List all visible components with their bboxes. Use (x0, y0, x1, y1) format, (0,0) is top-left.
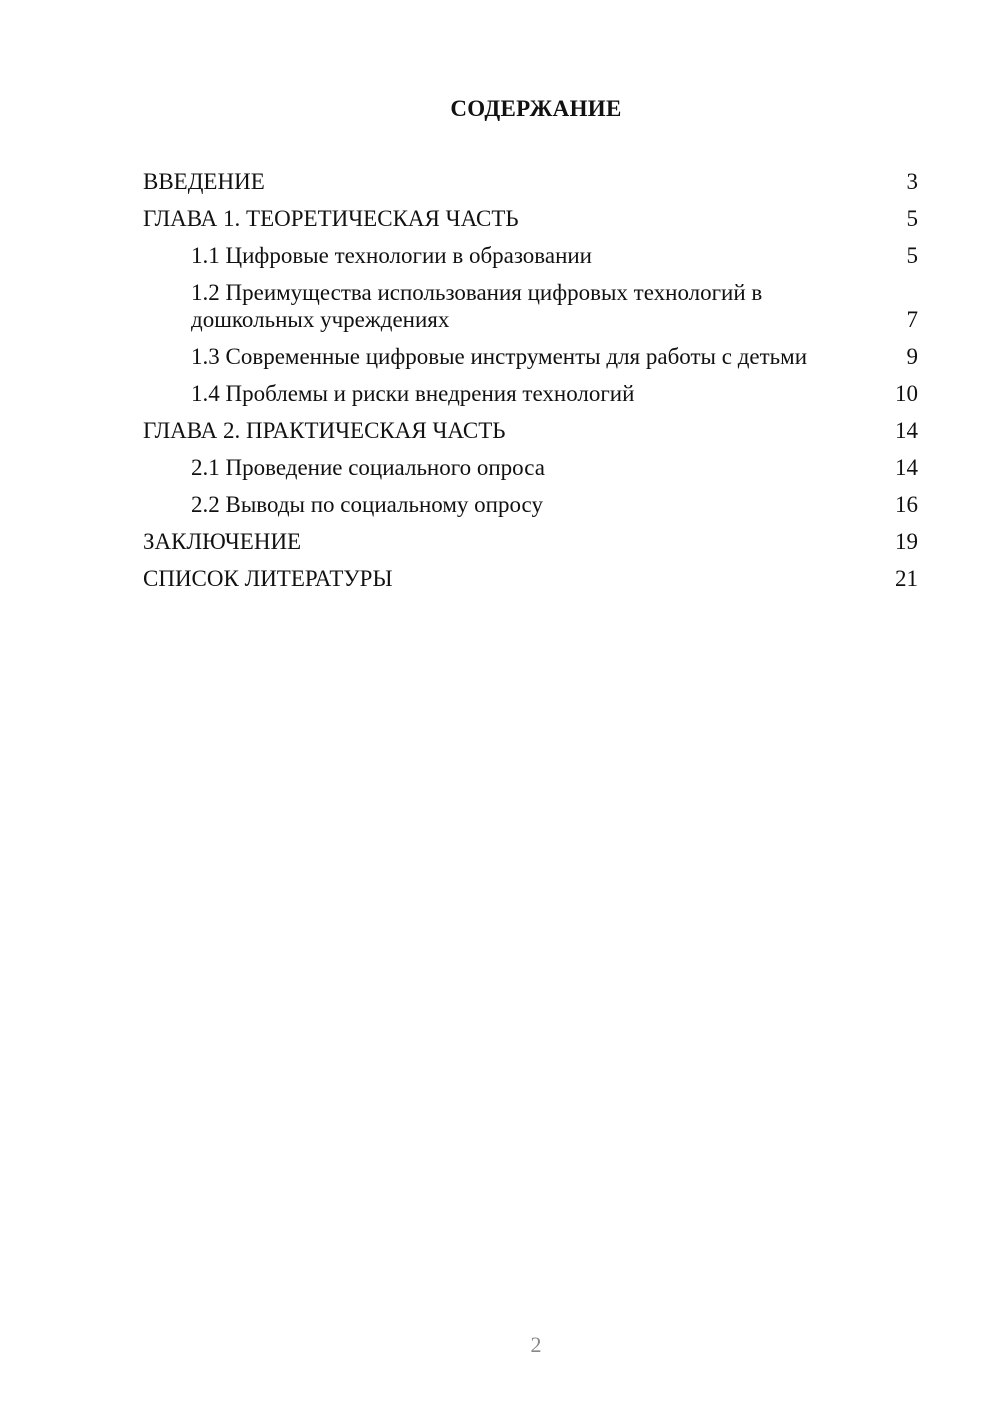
toc-entry-label: ГЛАВА 1. ТЕОРЕТИЧЕСКАЯ ЧАСТЬ (143, 206, 519, 231)
toc-entry-page: 5 (906, 206, 918, 231)
toc-entry-label: СПИСОК ЛИТЕРАТУРЫ (143, 566, 393, 591)
toc-entry-page: 9 (906, 344, 918, 369)
toc-entry-page: 16 (895, 492, 918, 517)
toc-entry-page: 21 (895, 566, 918, 591)
toc-entry-label: ЗАКЛЮЧЕНИЕ (143, 529, 302, 554)
toc-entry-chapter-1[interactable] (143, 205, 918, 232)
toc-entry-section-1-3[interactable] (143, 343, 918, 370)
page-title: СОДЕРЖАНИЕ (450, 96, 622, 121)
footer-page-number: 2 (530, 1332, 542, 1357)
toc-entry-section-1-4[interactable] (143, 380, 918, 407)
toc-entry-page: 19 (895, 529, 918, 554)
toc-entry-page: 3 (906, 169, 918, 194)
toc-entry-page: 7 (906, 307, 918, 332)
toc-entry-conclusion[interactable] (143, 528, 918, 555)
toc-entry-page: 10 (895, 381, 918, 406)
toc-entry-introduction[interactable] (143, 168, 918, 195)
toc-entry-page: 14 (895, 455, 918, 480)
toc-entry-section-1-1[interactable] (143, 242, 918, 269)
toc-entry-section-2-2[interactable] (143, 491, 918, 518)
toc-entry-page: 5 (906, 243, 918, 268)
toc-entry-label: 1.3 Современные цифровые инструменты для работы с детьми (191, 344, 808, 369)
toc-entry-section-2-1[interactable] (143, 454, 918, 481)
toc-entry-label: 1.4 Проблемы и риски внедрения технологий (191, 381, 635, 406)
toc-entry-label: ГЛАВА 2. ПРАКТИЧЕСКАЯ ЧАСТЬ (143, 418, 506, 443)
toc-entry-references[interactable] (143, 565, 918, 592)
toc-entry-label: 1.2 Преимущества использования цифровых технологий в дошкольных учреждениях (191, 280, 763, 332)
toc-entry-label: 2.2 Выводы по социальному опросу (191, 492, 543, 517)
toc-entry-label: 2.1 Проведение социального опроса (191, 455, 545, 480)
toc-entry-page: 14 (895, 418, 918, 443)
toc-entry-label: 1.1 Цифровые технологии в образовании (191, 243, 592, 268)
toc-entry-label: ВВЕДЕНИЕ (143, 169, 265, 194)
toc-entry-section-1-2[interactable] (143, 279, 918, 333)
toc-entry-chapter-2[interactable] (143, 417, 918, 444)
table-of-contents (143, 168, 918, 602)
